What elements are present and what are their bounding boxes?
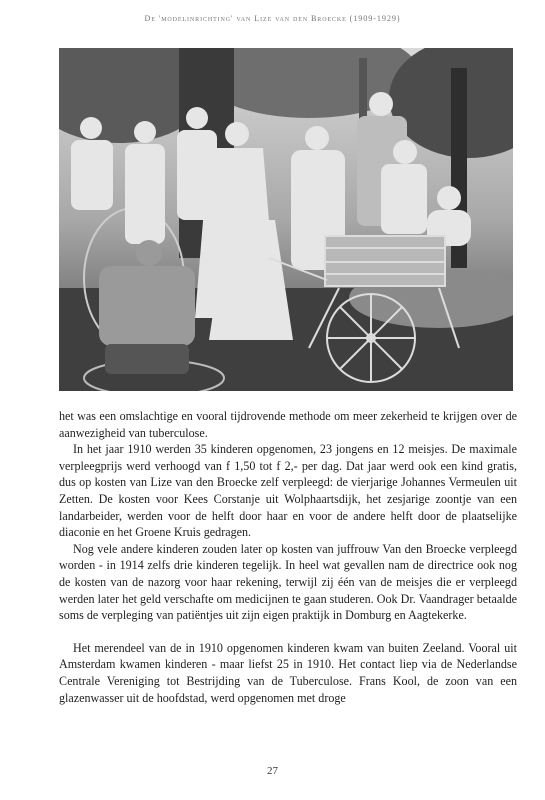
historical-group-photo [59, 48, 513, 391]
body-text [59, 408, 517, 706]
paragraph-4: Het merendeel van de in 1910 opgenomen kinderen kwam van buiten Zeeland. Vooral uit Amsterdam kwamen kinderen - maar liefst 25 in 1910. Het contact liep via de Nederlandse Centrale Vereniging tot Bestrijding van de Tuberculose. Frans Kool, de zoon van een glazenwasser uit de hoofdstad, werd opgenomen met droge [59, 640, 517, 705]
running-header: De 'modelinrichting' van Lize van den Broecke (1909-1929) [144, 14, 401, 23]
paragraph-2: In het jaar 1910 werden 35 kinderen opgenomen, 23 jongens en 12 meisjes. De maximale verpleegprijs werd verhoogd van f 1,50 tot f 2,- per dag. Dat jaar werd ook een kind gratis, dus op kosten van Lize van den Broecke zelf verpleegd: de vierjarige Johannes Vermeulen uit Zetten. De kosten voor Kees Corstanje uit Wolphaartsdijk, het zesjarige zoontje van een landarbeider, werden voor de helft door haar en voor de andere helft door de plaatselijke diaconie en het Groene Kruis gedragen. [59, 442, 517, 540]
page-number: 27 [267, 765, 278, 777]
paragraph-3: Nog vele andere kinderen zouden later op kosten van juffrouw Van den Broecke verpleegd worden - in 1914 zelfs drie kinderen tegelijk. In heel wat gevallen nam de directrice ook nog de kosten van de nazorg voor haar rekening, terwijl zij één van de meisjes die er verpleegd werden later het geld verschafte om medicijnen te gaan studeren. Ook Dr. Vaandrager betaalde soms de verpleging van patiëntjes uit zijn eigen praktijk in Domburg en Aagtekerke. [59, 541, 517, 623]
group-photo-icon [59, 48, 513, 391]
paragraph-1: het was een omslachtige en vooral tijdrovende methode om meer zekerheid te krijgen over de aanwezigheid van tuberculose. [59, 409, 517, 440]
